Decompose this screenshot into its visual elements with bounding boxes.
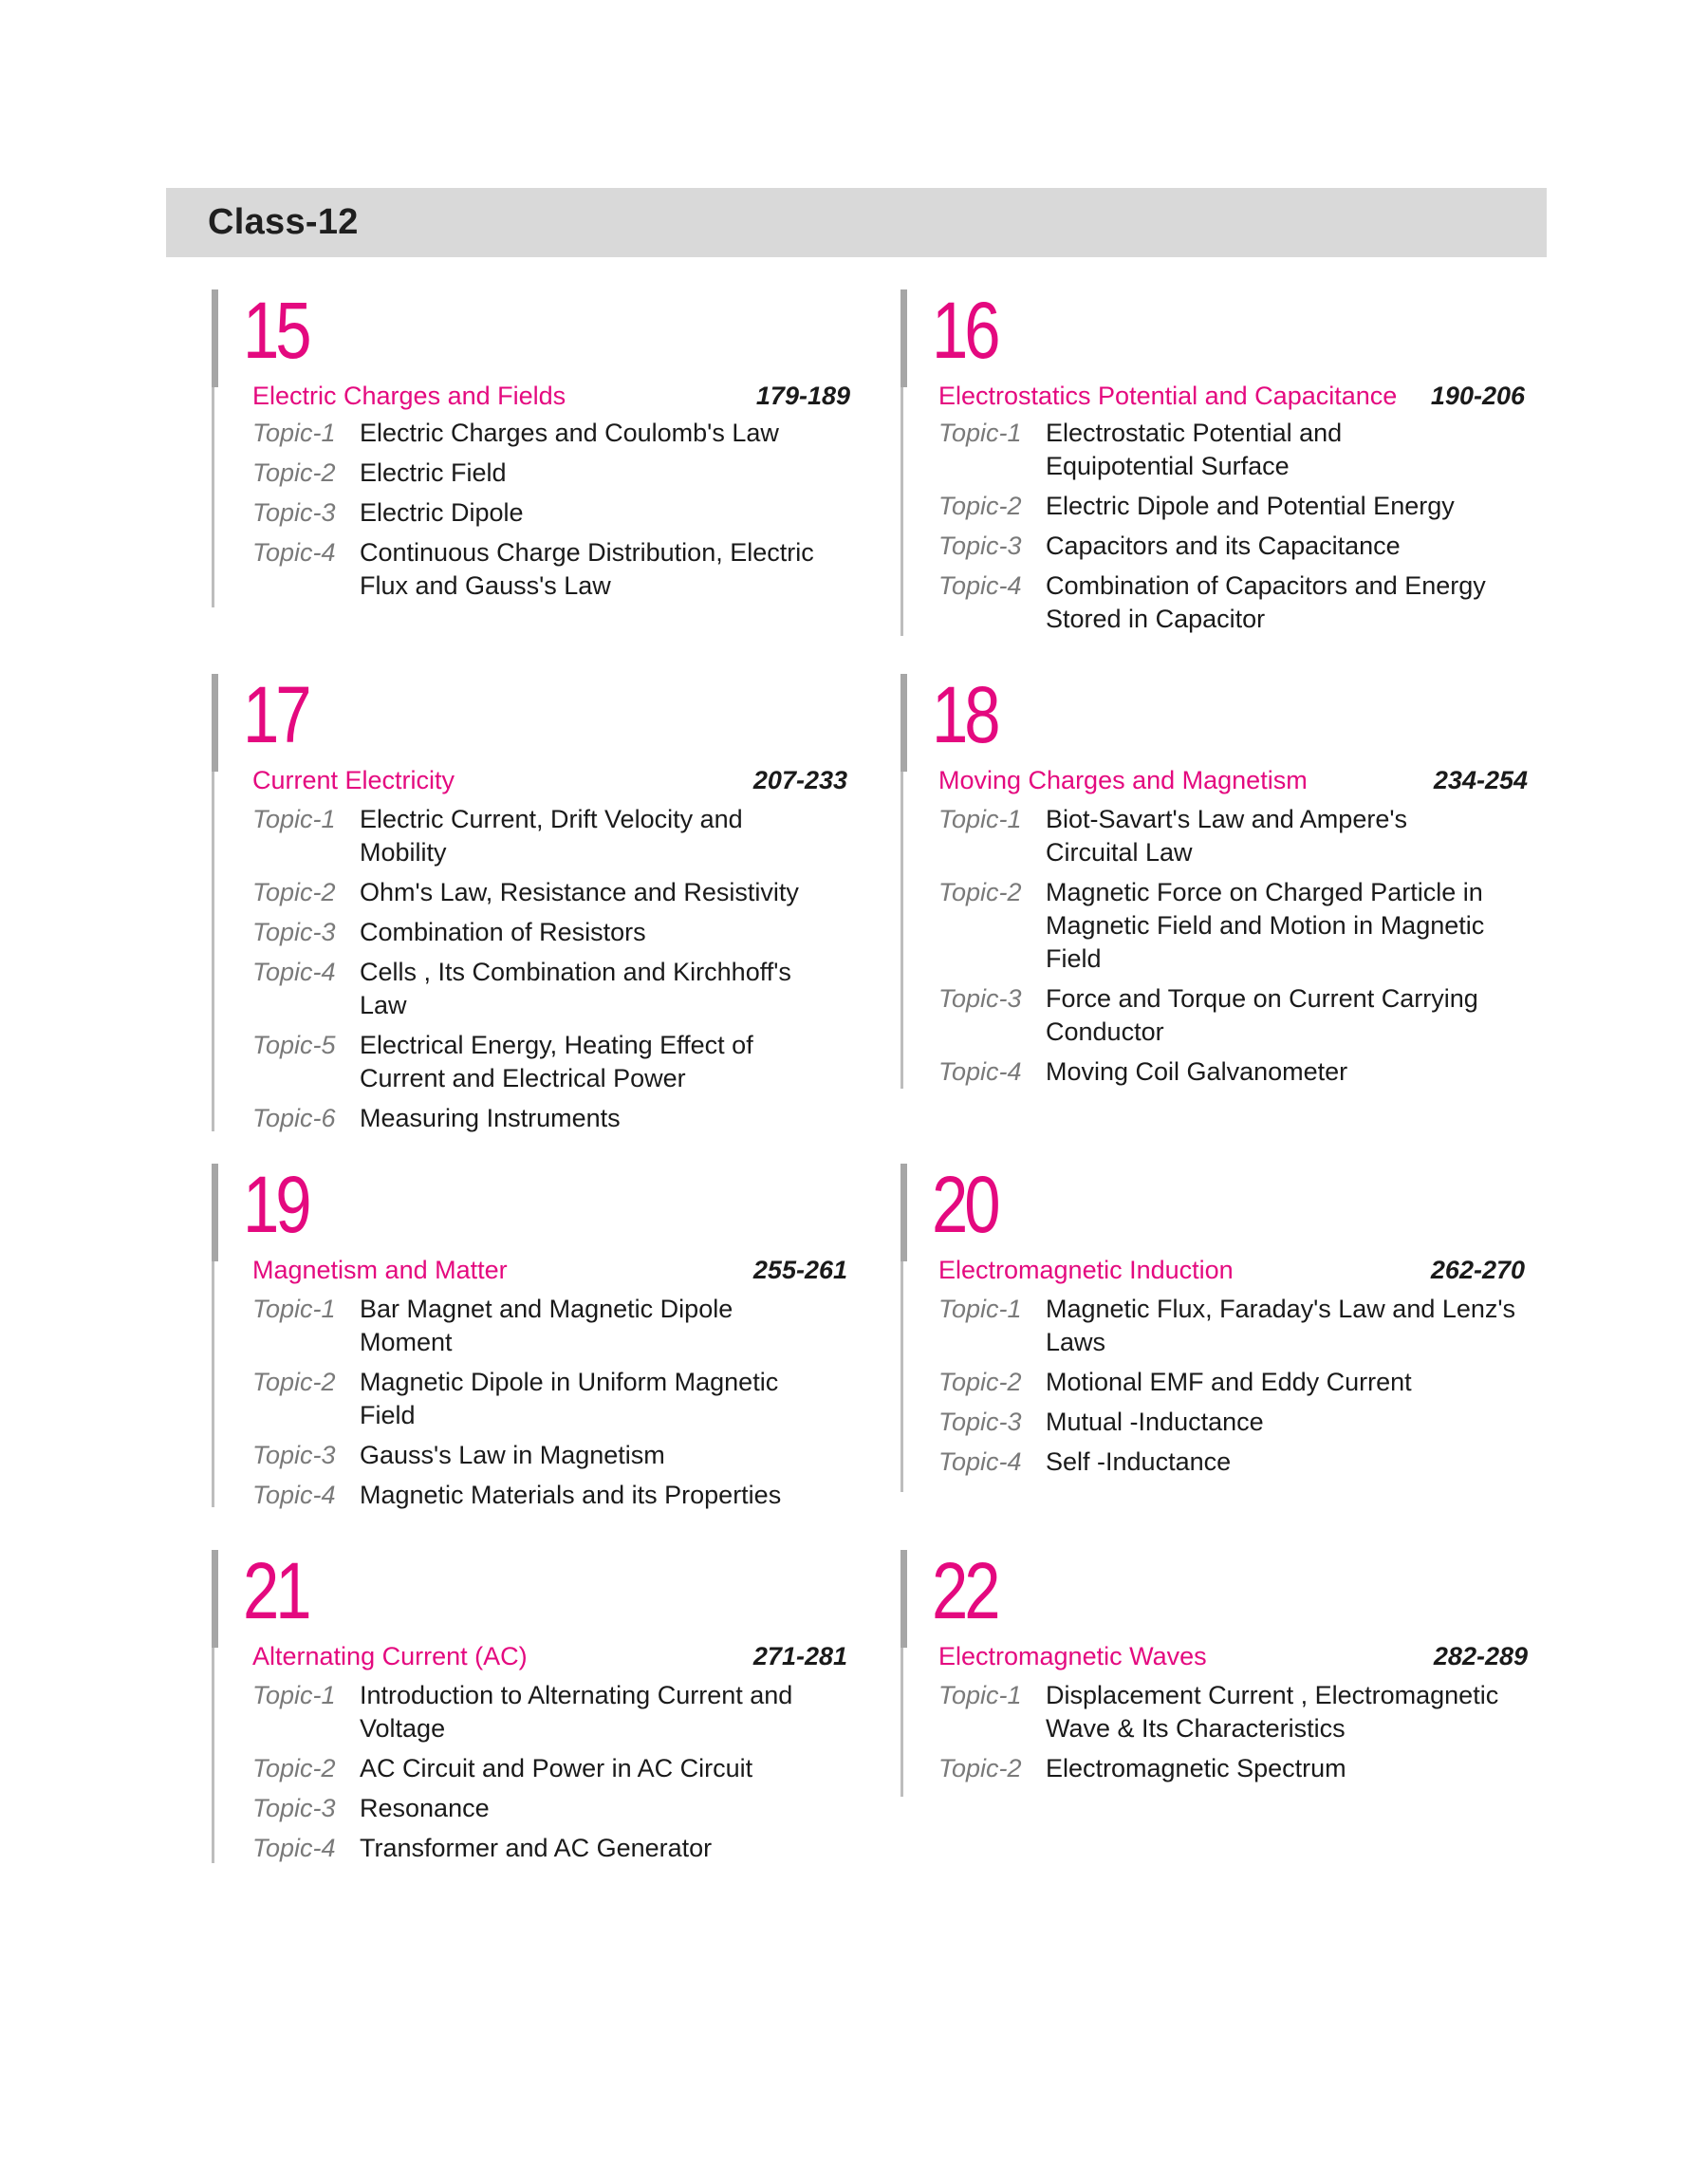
chapter-number: 22	[932, 1546, 997, 1635]
topic-text: Electromagnetic Spectrum	[1046, 1754, 1346, 1782]
chapter-18	[900, 670, 1528, 1110]
topic-list	[938, 803, 1517, 1095]
topic-label: Topic-2	[938, 1754, 1022, 1782]
topic-text: Introduction to Alternating Current and Voltage	[360, 1681, 793, 1743]
topic-label: Topic-1	[938, 419, 1022, 447]
topic-label: Topic-3	[252, 1441, 336, 1469]
topic-item[interactable]	[938, 490, 1517, 523]
topic-list	[252, 1293, 828, 1519]
topic-text: Magnetic Force on Charged Particle in Magnetic Field and Motion in Magnetic Field	[1046, 878, 1485, 973]
topic-item[interactable]	[938, 982, 1517, 1049]
topic-label: Topic-1	[252, 1681, 336, 1709]
chapter-number: 17	[243, 670, 308, 759]
topic-item[interactable]	[252, 1366, 828, 1432]
topic-text: Electric Dipole and Potential Energy	[1046, 492, 1455, 520]
chapter-pages: 190-206	[1430, 382, 1525, 410]
topic-label: Topic-4	[938, 571, 1022, 600]
chapter-number: 19	[243, 1160, 308, 1249]
chapter-16	[900, 286, 1525, 664]
chapter-pages: 262-270	[1430, 1256, 1525, 1284]
topic-item[interactable]	[252, 1293, 828, 1359]
chapter-pages: 255-261	[752, 1256, 847, 1284]
topic-item[interactable]	[938, 1752, 1517, 1785]
topic-text: Bar Magnet and Magnetic Dipole Moment	[360, 1295, 733, 1356]
topic-label: Topic-4	[252, 1834, 336, 1862]
chapter-pages: 179-189	[755, 382, 850, 410]
chapter-20	[900, 1160, 1525, 1524]
chapter-pages: 282-289	[1433, 1642, 1528, 1670]
topic-text: Gauss's Law in Magnetism	[360, 1441, 665, 1469]
topic-label: Topic-1	[938, 805, 1022, 833]
topic-label: Topic-2	[938, 1368, 1022, 1396]
topic-item[interactable]	[252, 1102, 828, 1135]
topic-list	[252, 417, 828, 609]
class-title: Class-12	[208, 202, 359, 242]
topic-text: Ohm's Law, Resistance and Resistivity	[360, 878, 799, 906]
topic-text: Continuous Charge Distribution, Electric Flux and Gauss's Law	[360, 538, 814, 600]
topic-list	[252, 803, 828, 1142]
topic-label: Topic-4	[938, 1447, 1022, 1476]
topic-label: Topic-1	[938, 1681, 1022, 1709]
chapter-15	[212, 286, 850, 664]
topic-text: Moving Coil Galvanometer	[1046, 1057, 1348, 1086]
topic-label: Topic-5	[252, 1031, 336, 1059]
topic-label: Topic-1	[252, 419, 336, 447]
chapter-title[interactable]: Electric Charges and Fields	[252, 382, 566, 410]
chapter-title[interactable]: Current Electricity	[252, 766, 455, 794]
topic-text: Electric Dipole	[360, 498, 524, 527]
chapter-pages: 234-254	[1433, 766, 1528, 794]
chapter-rule-accent	[900, 1550, 907, 1648]
topic-text: Electric Field	[360, 458, 507, 487]
class-header	[166, 188, 1547, 257]
topic-text: Electrical Energy, Heating Effect of Current and Electrical Power	[360, 1031, 753, 1092]
topic-item[interactable]	[252, 956, 828, 1022]
chapter-rule-accent	[900, 674, 907, 772]
chapter-title[interactable]: Alternating Current (AC)	[252, 1642, 528, 1670]
topic-label: Topic-2	[938, 878, 1022, 906]
topic-label: Topic-2	[252, 1754, 336, 1782]
topic-list	[252, 1679, 828, 1872]
topic-text: Capacitors and its Capacitance	[1046, 532, 1401, 560]
topic-text: Displacement Current , Electromagnetic Wave & Its Characteristics	[1046, 1681, 1499, 1743]
chapter-title[interactable]: Electromagnetic Waves	[938, 1642, 1207, 1670]
chapter-19	[212, 1160, 847, 1524]
topic-text: Cells , Its Combination and Kirchhoff's Law	[360, 958, 791, 1019]
chapter-number: 16	[932, 286, 997, 375]
topic-item[interactable]	[252, 1479, 828, 1512]
chapter-rule-accent	[212, 289, 218, 387]
topic-text: Magnetic Flux, Faraday's Law and Lenz's Laws	[1046, 1295, 1516, 1356]
topic-item[interactable]	[938, 1055, 1517, 1089]
topic-text: Magnetic Materials and its Properties	[360, 1481, 782, 1509]
chapter-number: 18	[932, 670, 997, 759]
topic-label: Topic-3	[252, 498, 336, 527]
topic-item[interactable]	[252, 1679, 828, 1745]
chapter-21	[212, 1546, 847, 1873]
topic-item[interactable]	[252, 916, 828, 949]
topic-item[interactable]	[252, 876, 828, 909]
topic-label: Topic-3	[252, 918, 336, 946]
topic-item[interactable]	[938, 569, 1517, 636]
topic-item[interactable]	[938, 1366, 1517, 1399]
topic-label: Topic-4	[252, 1481, 336, 1509]
chapter-title[interactable]: Moving Charges and Magnetism	[938, 766, 1308, 794]
topic-list	[938, 417, 1517, 643]
topic-item[interactable]	[252, 417, 828, 450]
topic-list	[938, 1679, 1517, 1792]
topic-text: Resonance	[360, 1794, 490, 1822]
topic-item[interactable]	[938, 530, 1517, 563]
topic-text: Force and Torque on Current Carrying Conductor	[1046, 984, 1478, 1046]
chapter-number: 15	[243, 286, 308, 375]
topic-item[interactable]	[252, 496, 828, 530]
topic-text: Electric Current, Drift Velocity and Mobility	[360, 805, 743, 867]
chapter-rule-accent	[212, 674, 218, 772]
topic-item[interactable]	[938, 876, 1517, 976]
topic-label: Topic-4	[252, 538, 336, 567]
chapter-number: 20	[932, 1160, 997, 1249]
topic-item[interactable]	[938, 1293, 1517, 1359]
topic-text: Combination of Capacitors and Energy Stored in Capacitor	[1046, 571, 1486, 633]
topic-label: Topic-3	[938, 1408, 1022, 1436]
topic-label: Topic-4	[252, 958, 336, 986]
topic-label: Topic-2	[938, 492, 1022, 520]
topic-text: Measuring Instruments	[360, 1104, 621, 1132]
topic-text: Electrostatic Potential and Equipotential Surface	[1046, 419, 1343, 480]
topic-label: Topic-3	[938, 532, 1022, 560]
topic-item[interactable]	[252, 457, 828, 490]
topic-label: Topic-3	[938, 984, 1022, 1013]
topic-text: Magnetic Dipole in Uniform Magnetic Field	[360, 1368, 779, 1429]
chapter-17	[212, 670, 847, 1139]
chapter-pages: 207-233	[752, 766, 847, 794]
topic-text: Combination of Resistors	[360, 918, 646, 946]
topic-item[interactable]	[252, 536, 828, 603]
topic-text: Transformer and AC Generator	[360, 1834, 713, 1862]
chapter-title[interactable]: Magnetism and Matter	[252, 1256, 508, 1284]
topic-label: Topic-2	[252, 1368, 336, 1396]
chapter-number: 21	[243, 1546, 308, 1635]
topic-label: Topic-4	[938, 1057, 1022, 1086]
chapter-rule-accent	[900, 289, 907, 387]
chapter-pages: 271-281	[752, 1642, 847, 1670]
topic-label: Topic-1	[938, 1295, 1022, 1323]
topic-item[interactable]	[938, 1406, 1517, 1439]
topic-text: Biot-Savart's Law and Ampere's Circuital Law	[1046, 805, 1407, 867]
topic-item[interactable]	[252, 1752, 828, 1785]
topic-item[interactable]	[252, 1832, 828, 1865]
topic-item[interactable]	[938, 417, 1517, 483]
topic-label: Topic-3	[252, 1794, 336, 1822]
topic-text: Self -Inductance	[1046, 1447, 1232, 1476]
topic-item[interactable]	[938, 803, 1517, 869]
topic-item[interactable]	[938, 1679, 1517, 1745]
topic-text: Mutual -Inductance	[1046, 1408, 1264, 1436]
topic-label: Topic-2	[252, 878, 336, 906]
topic-item[interactable]	[252, 803, 828, 869]
topic-label: Topic-2	[252, 458, 336, 487]
topic-item[interactable]	[252, 1029, 828, 1095]
topic-list	[938, 1293, 1517, 1485]
topic-label: Topic-6	[252, 1104, 336, 1132]
topic-text: Electric Charges and Coulomb's Law	[360, 419, 779, 447]
topic-text: AC Circuit and Power in AC Circuit	[360, 1754, 753, 1782]
chapter-title[interactable]: Electromagnetic Induction	[938, 1256, 1234, 1284]
topic-label: Topic-1	[252, 1295, 336, 1323]
chapter-22	[900, 1546, 1528, 1816]
topic-item[interactable]	[252, 1439, 828, 1472]
topic-text: Motional EMF and Eddy Current	[1046, 1368, 1412, 1396]
chapter-rule-accent	[900, 1164, 907, 1261]
topic-item[interactable]	[252, 1792, 828, 1825]
chapter-rule-accent	[212, 1550, 218, 1648]
topic-item[interactable]	[938, 1446, 1517, 1479]
chapter-rule-accent	[212, 1164, 218, 1261]
topic-label: Topic-1	[252, 805, 336, 833]
chapter-title[interactable]: Electrostatics Potential and Capacitance	[938, 382, 1398, 410]
